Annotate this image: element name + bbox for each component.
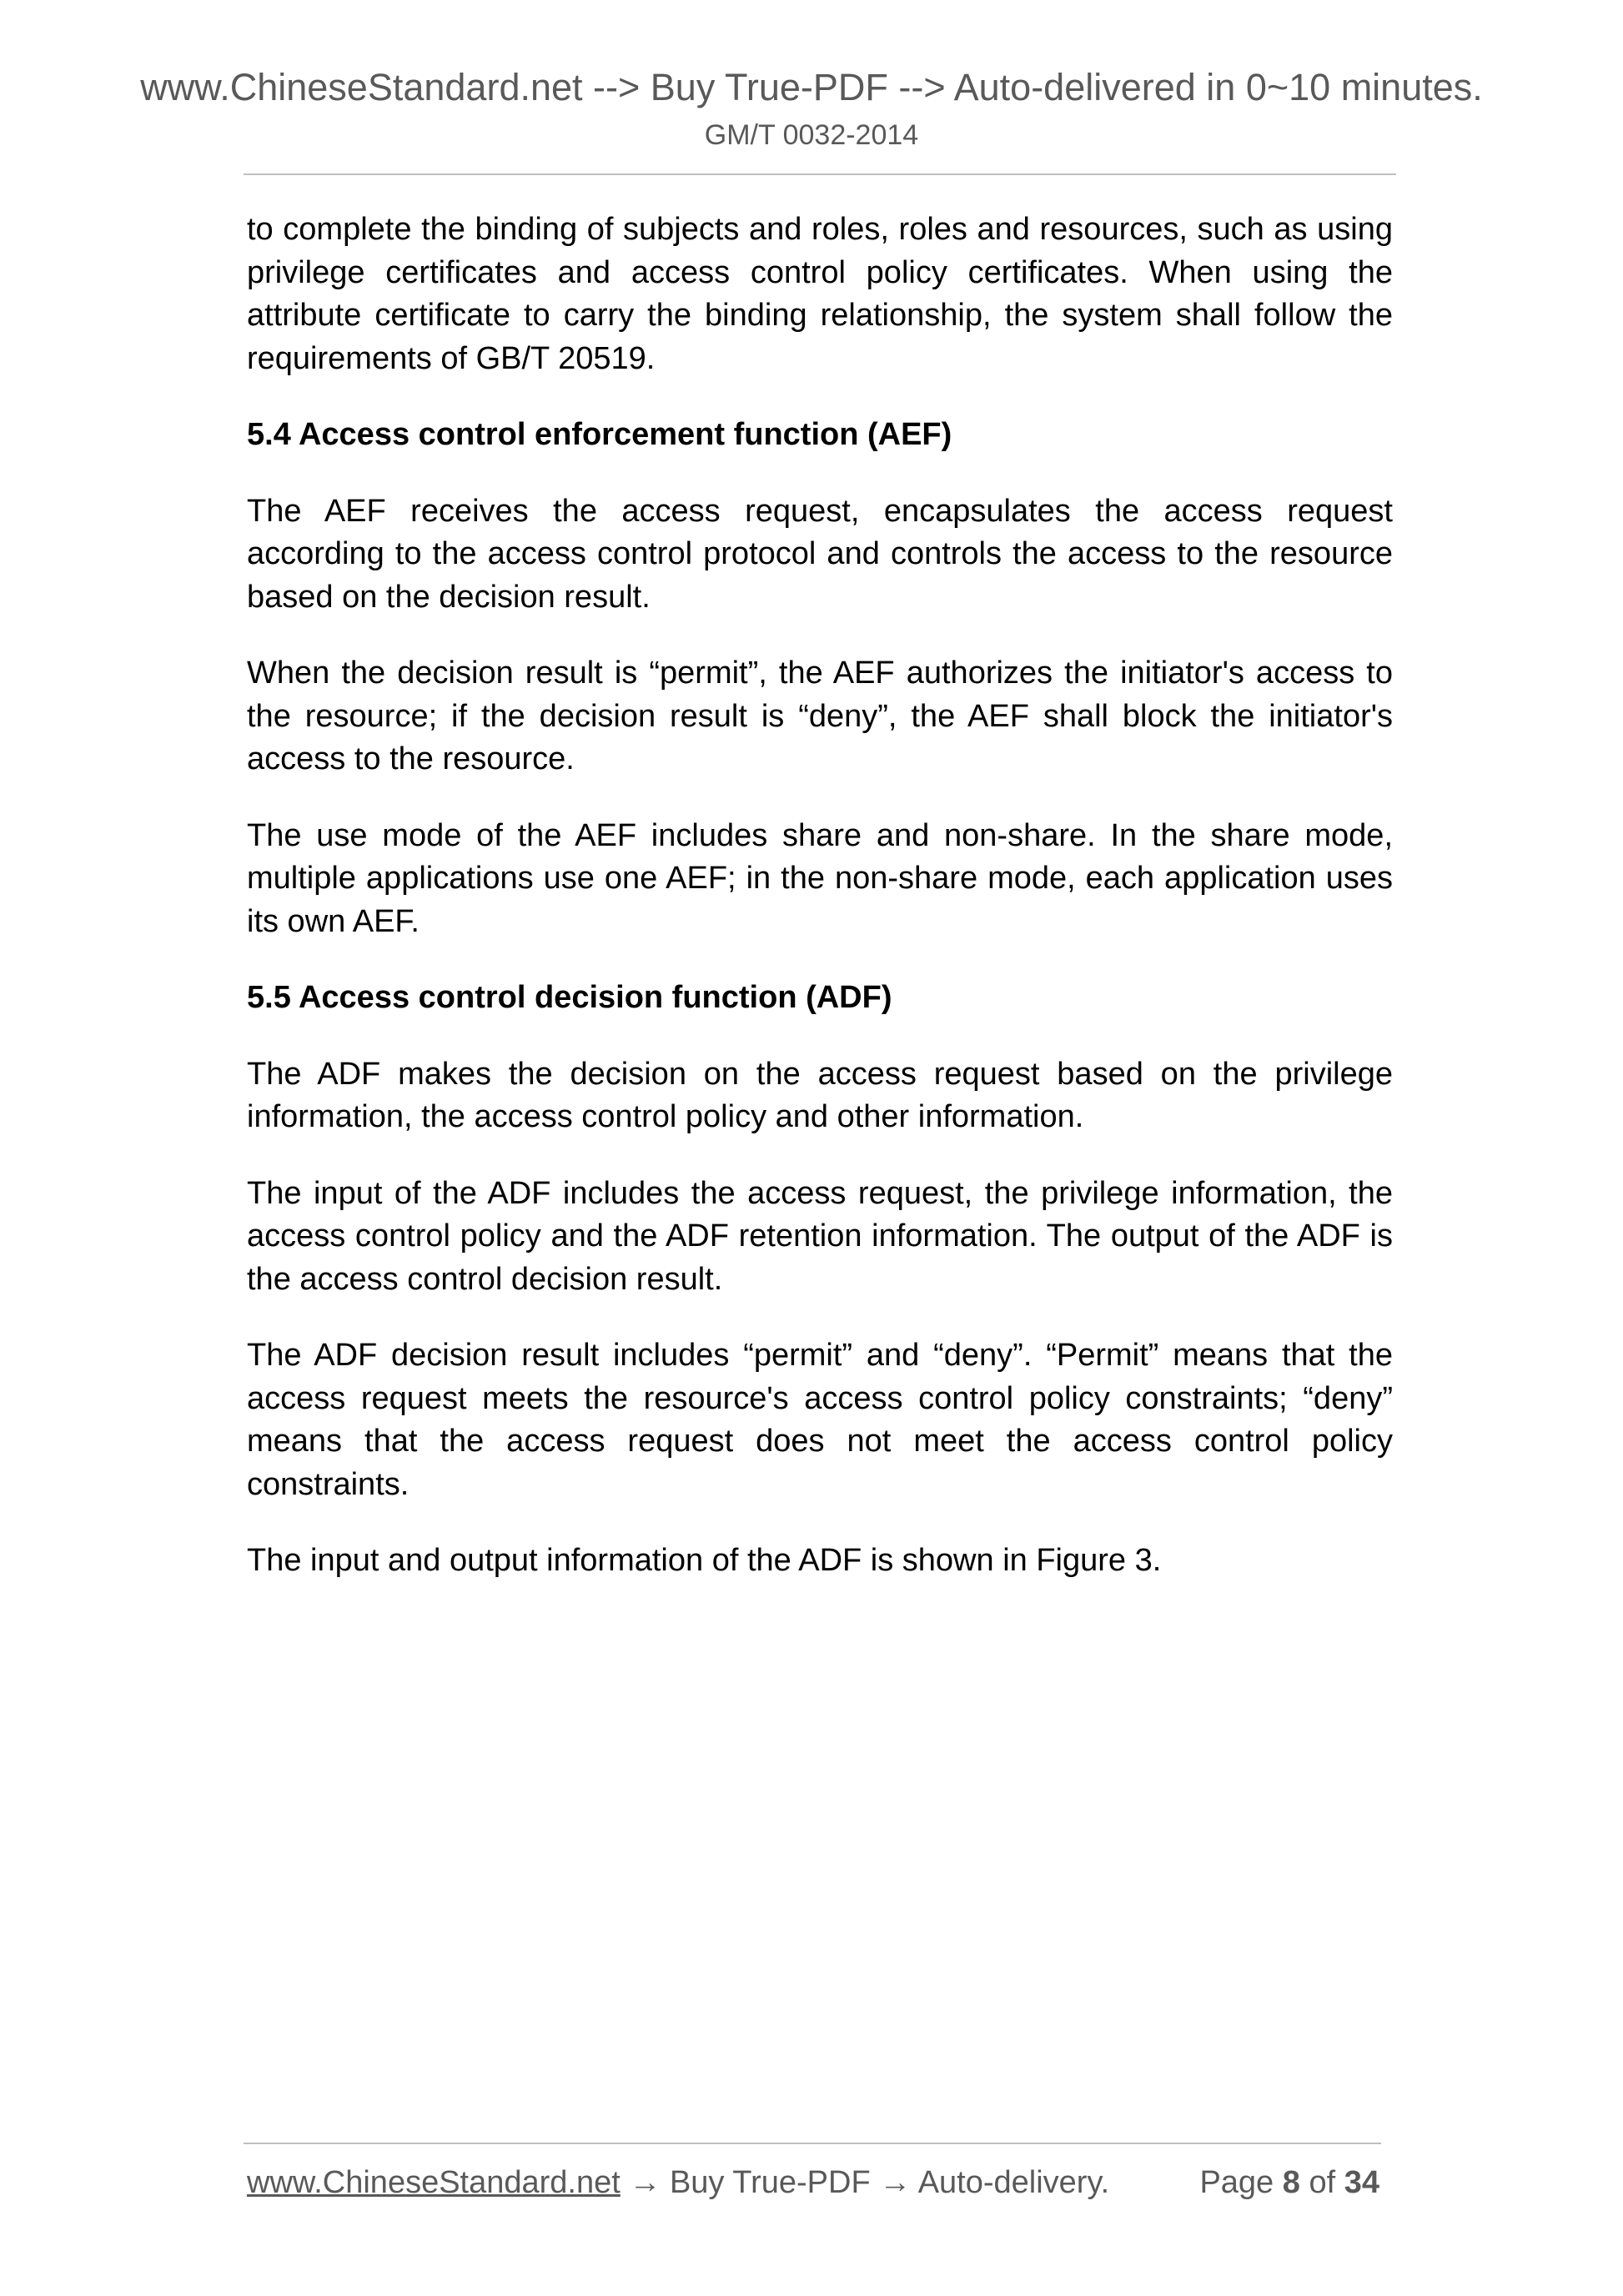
paragraph-adf-result: The ADF decision result includes “permit” and “deny”. “Permit” means that the access request meets the resource's access control policy constraints; “deny” means that the access request does not meet the access control policy constraints. (247, 1338, 1393, 1502)
footer-promo (247, 2163, 1109, 2202)
section-heading-5-5: 5.5 Access control decision function (ADF) (247, 980, 892, 1015)
paragraph-aef-use-mode: The use mode of the AEF includes share and non-share. In the share mode, multiple applications use one AEF; in the non-share mode, each application uses its own AEF. (247, 817, 1393, 939)
paragraph-figure-reference: The input and output information of the ADF is shown in Figure 3. (247, 1543, 1162, 1578)
paragraph-adf-input-output: The input of the ADF includes the access request, the privilege information, the access control policy and the ADF retention information. The output of the ADF is the access control decision result. (247, 1175, 1393, 1297)
page-total: 34 (1344, 2165, 1379, 2200)
paragraph-adf-decision: The ADF makes the decision on the access request based on the privilege information, the access control policy and other information. (247, 1056, 1393, 1134)
header-divider (244, 173, 1396, 175)
paragraph-aef-receives: The AEF receives the access request, encapsulates the access request according to the access control protocol and controls the access to the resource based on the decision result. (247, 493, 1393, 615)
page-indicator (1199, 2163, 1379, 2202)
document-code: GM/T 0032-2014 (704, 119, 919, 151)
footer-promo-text: → Buy True-PDF → Auto-delivery. (620, 2165, 1110, 2200)
page-label: Page (1199, 2165, 1274, 2200)
footer-site-link[interactable]: www.ChineseStandard.net (247, 2165, 621, 2200)
document-body (247, 208, 1393, 1616)
section-heading-5-4: 5.4 Access control enforcement function (AEF) (247, 417, 952, 452)
header-banner: www.ChineseStandard.net --> Buy True-PDF --> Auto-delivered in 0~10 minutes. (140, 66, 1483, 108)
paragraph-aef-decision: When the decision result is “permit”, the AEF authorizes the initiator's access to the resource; if the decision result is “deny”, the AEF shall block the initiator's access to the resource. (247, 656, 1393, 776)
footer-divider (244, 2143, 1381, 2144)
paragraph-binding: to complete the binding of subjects and roles, roles and resources, such as using privilege certificates and access control policy certificates. When using the attribute certificate to carry the binding relationship, the system shall follow the requirements of GB/T 20519. (247, 212, 1393, 376)
of-label: of (1309, 2165, 1336, 2200)
page-number: 8 (1282, 2165, 1300, 2200)
